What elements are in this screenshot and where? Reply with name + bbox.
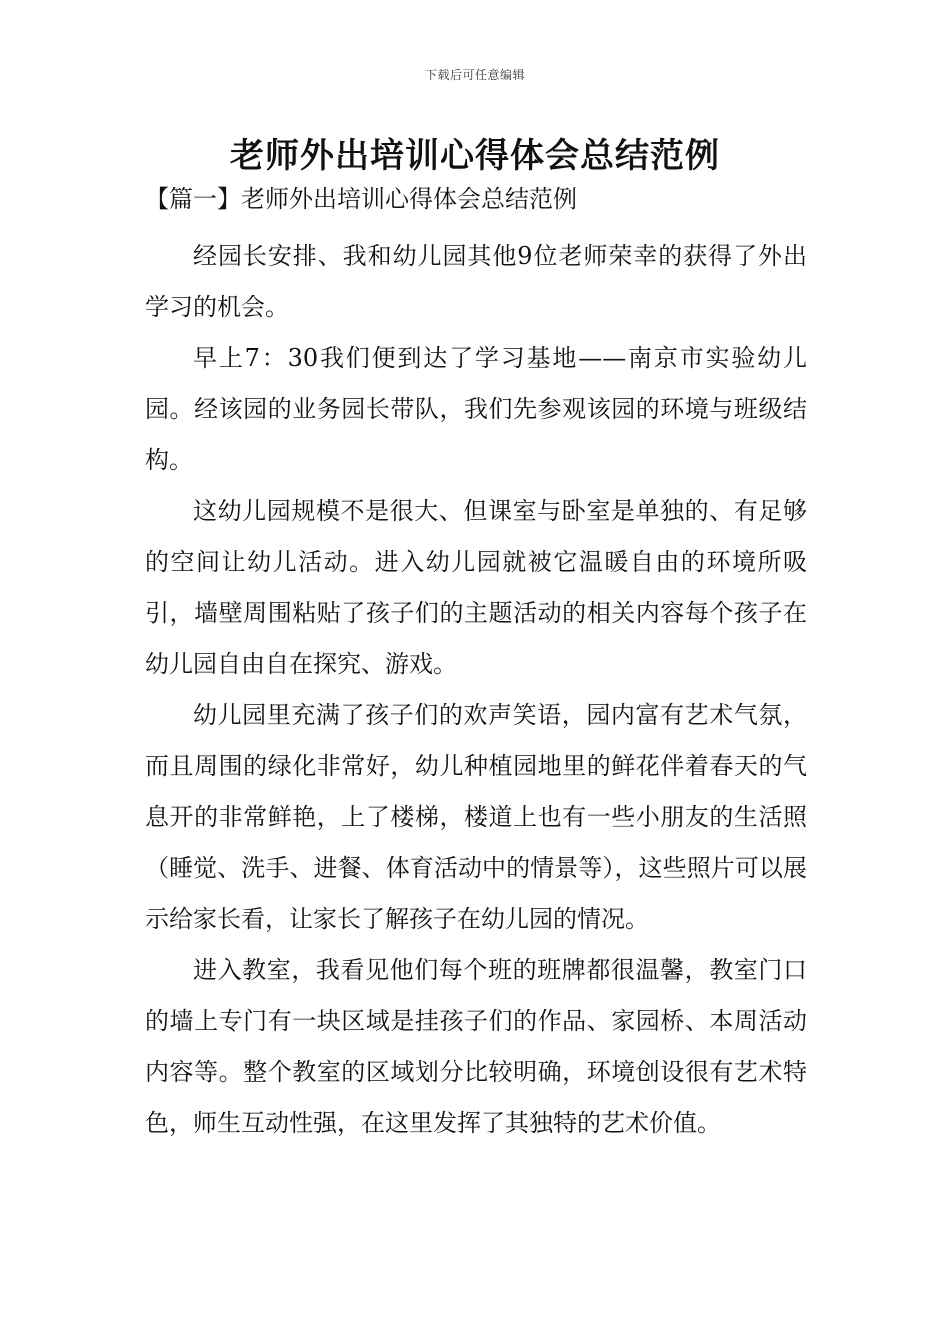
paragraph: 经园长安排、我和幼儿园其他9位老师荣幸的获得了外出学习的机会。 <box>145 242 807 321</box>
document-title: 老师外出培训心得体会总结范例 <box>230 136 720 176</box>
paragraph: 这幼儿园规模不是很大、但课室与卧室是单独的、有足够的空间让幼儿活动。进入幼儿园就被它温暖自由的环境所吸引，墙壁周围粘贴了孩子们的主题活动的相关内容每个孩子在幼儿园自由自在探究、游戏。 <box>145 497 807 678</box>
paragraph: 早上7：30我们便到达了学习基地——南京市实验幼儿园。经该园的业务园长带队，我们先参观该园的环境与班级结构。 <box>145 344 807 474</box>
document-body <box>145 231 807 1149</box>
header-note: 下载后可任意编辑 <box>424 68 525 82</box>
paragraph: 进入教室，我看见他们每个班的班牌都很温馨，教室门口的墙上专门有一块区域是挂孩子们的作品、家园桥、本周活动内容等。整个教室的区域划分比较明确，环境创设很有艺术特色，师生互动性强，在这里发挥了其独特的艺术价值。 <box>145 956 807 1137</box>
paragraph: 幼儿园里充满了孩子们的欢声笑语，园内富有艺术气氛，而且周围的绿化非常好，幼儿种植园地里的鲜花伴着春天的气息开的非常鲜艳，上了楼梯，楼道上也有一些小朋友的生活照（睡觉、洗手、进餐、体育活动中的情景等），这些照片可以展示给家长看，让家长了解孩子在幼儿园的情况。 <box>145 701 807 933</box>
section-heading: 【篇一】老师外出培训心得体会总结范例 <box>145 185 577 213</box>
